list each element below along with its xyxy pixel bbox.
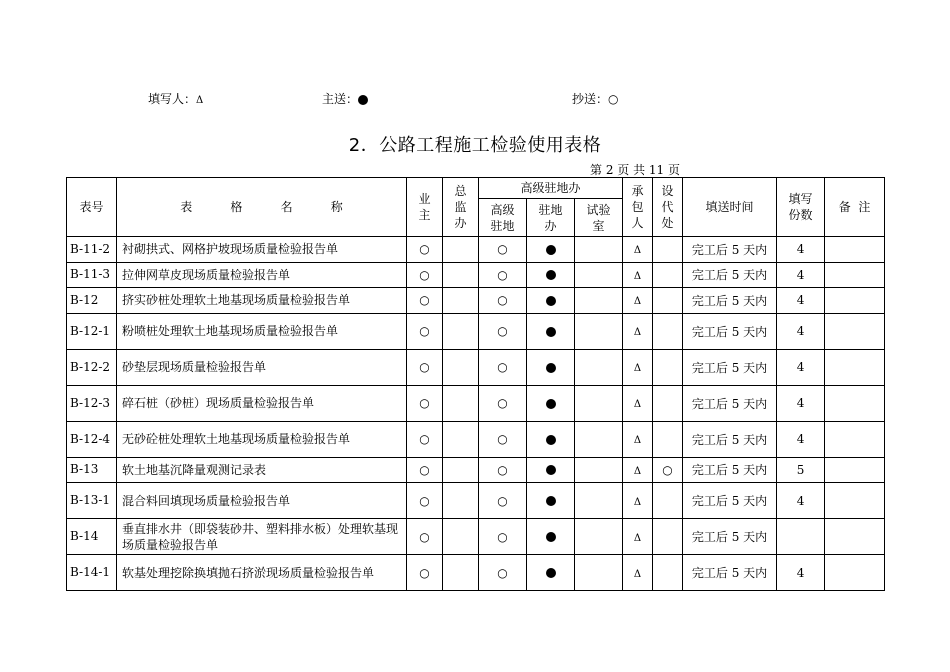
col-header-resident-senior: 高级驻地 xyxy=(479,199,527,237)
design-office-cell xyxy=(653,313,683,349)
lab-cell xyxy=(575,421,623,457)
owner-cell xyxy=(407,288,443,314)
resident-office-cell xyxy=(527,237,575,263)
table-row xyxy=(67,313,885,349)
delivery-time-cell xyxy=(683,262,777,288)
name-cell xyxy=(117,237,407,263)
page-info: 第 2 页 共 11 页 xyxy=(590,163,680,177)
design-office-cell xyxy=(653,385,683,421)
lab-cell xyxy=(575,288,623,314)
owner-cell xyxy=(407,262,443,288)
main-send-label: 主送： xyxy=(322,92,359,106)
delivery-time-cell xyxy=(683,237,777,263)
resident-office-cell xyxy=(527,457,575,483)
copies-cell-text: 4 xyxy=(796,324,805,338)
delivery-time-cell-text: 完工后 5 天内 xyxy=(691,432,768,447)
copies-cell-text: 5 xyxy=(796,462,805,477)
owner-cell xyxy=(407,385,443,421)
name-cell-text: 粉喷桩处理软土地基现场质量检验报告单 xyxy=(122,324,339,338)
contractor-cell xyxy=(623,519,653,555)
remarks-cell xyxy=(825,288,885,314)
design-office-cell xyxy=(653,262,683,288)
chief-supervisor-cell xyxy=(443,483,479,519)
resident-office-cell xyxy=(527,519,575,555)
col-header-chief-supervisor: 总监办 xyxy=(443,178,479,237)
code-cell xyxy=(67,421,117,457)
resident-senior-cell xyxy=(479,421,527,457)
delivery-time-cell xyxy=(683,385,777,421)
delivery-time-cell-text: 完工后 5 天内 xyxy=(691,463,768,478)
open-circle-icon: ○ xyxy=(497,565,508,580)
open-circle-icon: ○ xyxy=(419,396,430,410)
delivery-time-cell-text: 完工后 5 天内 xyxy=(691,268,768,283)
contractor-cell xyxy=(623,555,653,591)
open-circle-icon: ○ xyxy=(497,432,508,446)
design-office-cell xyxy=(653,483,683,519)
remarks-cell xyxy=(825,555,885,591)
resident-office-cell xyxy=(527,421,575,457)
name-cell xyxy=(117,519,407,555)
table-row xyxy=(67,457,885,483)
open-circle-icon: ○ xyxy=(497,493,508,508)
chief-supervisor-cell xyxy=(443,349,479,385)
triangle-mark-icon: Δ xyxy=(633,465,642,477)
lab-cell xyxy=(575,237,623,263)
design-office-cell xyxy=(653,421,683,457)
copies-cell-text: 4 xyxy=(796,432,805,446)
chief-supervisor-cell xyxy=(443,421,479,457)
copies-cell xyxy=(777,483,825,519)
resident-senior-cell xyxy=(479,262,527,288)
delivery-time-cell xyxy=(683,519,777,555)
filled-circle-icon xyxy=(546,270,556,280)
code-cell-text: B-13 xyxy=(70,462,99,477)
owner-cell xyxy=(407,237,443,263)
triangle-mark-icon: Δ xyxy=(633,245,642,257)
remarks-cell xyxy=(825,262,885,288)
open-circle-icon: ○ xyxy=(419,293,430,308)
table-row xyxy=(67,519,885,555)
open-circle-icon: ○ xyxy=(497,529,508,544)
col-header-site-office-group: 高级驻地办 xyxy=(479,178,623,199)
open-circle-icon: ○ xyxy=(497,462,508,477)
open-circle-icon: ○ xyxy=(497,396,508,410)
delivery-time-cell xyxy=(683,457,777,483)
triangle-mark-icon: Δ xyxy=(633,270,642,282)
resident-office-cell xyxy=(527,262,575,288)
chief-supervisor-cell xyxy=(443,288,479,314)
chief-supervisor-cell xyxy=(443,519,479,555)
col-header-code: 表号 xyxy=(67,178,117,237)
open-circle-icon: ○ xyxy=(497,360,508,374)
remarks-cell xyxy=(825,349,885,385)
lab-cell xyxy=(575,385,623,421)
triangle-mark-icon: Δ xyxy=(633,327,642,338)
remarks-cell xyxy=(825,457,885,483)
triangle-mark-icon: Δ xyxy=(633,568,642,580)
chief-supervisor-cell xyxy=(443,237,479,263)
open-circle-icon: ○ xyxy=(419,462,430,477)
main-send-field xyxy=(322,90,368,107)
remarks-cell xyxy=(825,237,885,263)
table-row xyxy=(67,483,885,519)
delivery-time-cell-text: 完工后 5 天内 xyxy=(691,530,768,544)
name-cell xyxy=(117,349,407,385)
code-cell-text: B-12-2 xyxy=(70,359,111,374)
copies-cell xyxy=(777,262,825,288)
col-header-resident-office: 驻地办 xyxy=(527,199,575,237)
owner-cell xyxy=(407,457,443,483)
triangle-mark-icon: Δ xyxy=(633,532,642,544)
delivery-time-cell-text: 完工后 5 天内 xyxy=(691,566,768,580)
open-circle-icon: ○ xyxy=(497,293,508,308)
filled-circle-icon xyxy=(546,399,556,409)
filled-circle-icon xyxy=(546,245,556,255)
open-circle-icon: ○ xyxy=(419,360,430,374)
name-cell-text: 混合料回填现场质量检验报告单 xyxy=(122,493,291,508)
table-row xyxy=(67,288,885,314)
name-cell-text: 砂垫层现场质量检验报告单 xyxy=(122,360,267,374)
name-cell-text: 碎石桩（砂桩）现场质量检验报告单 xyxy=(122,396,315,410)
chief-supervisor-cell xyxy=(443,313,479,349)
code-cell xyxy=(67,237,117,263)
triangle-mark-icon: Δ xyxy=(196,95,204,106)
owner-cell xyxy=(407,421,443,457)
design-office-cell xyxy=(653,457,683,483)
code-cell-text: B-12-1 xyxy=(70,323,111,338)
filled-circle-icon xyxy=(546,465,556,475)
filled-circle-icon xyxy=(358,95,368,105)
filled-circle-icon xyxy=(546,496,556,506)
design-office-cell xyxy=(653,555,683,591)
remarks-cell xyxy=(825,421,885,457)
owner-cell xyxy=(407,483,443,519)
resident-office-cell xyxy=(527,288,575,314)
copies-cell-text: 4 xyxy=(796,360,805,374)
delivery-time-cell xyxy=(683,483,777,519)
chief-supervisor-cell xyxy=(443,262,479,288)
design-office-cell xyxy=(653,519,683,555)
resident-office-cell xyxy=(527,313,575,349)
delivery-time-cell-text: 完工后 5 天内 xyxy=(691,324,768,339)
copy-send-label: 抄送： xyxy=(572,92,609,106)
open-circle-icon: ○ xyxy=(662,462,673,477)
design-office-cell xyxy=(653,349,683,385)
table-row xyxy=(67,349,885,385)
contractor-cell xyxy=(623,349,653,385)
name-cell xyxy=(117,385,407,421)
code-cell-text: B-14-1 xyxy=(70,565,111,579)
chief-supervisor-cell xyxy=(443,457,479,483)
filled-circle-icon xyxy=(546,363,556,373)
design-office-cell xyxy=(653,288,683,314)
name-cell-text: 垂直排水井（即袋装砂井、塑料排水板）处理软基现场质量检验报告单 xyxy=(122,521,399,552)
triangle-mark-icon: Δ xyxy=(633,399,642,410)
code-cell xyxy=(67,555,117,591)
resident-office-cell xyxy=(527,349,575,385)
resident-senior-cell xyxy=(479,457,527,483)
name-cell xyxy=(117,262,407,288)
contractor-cell xyxy=(623,457,653,483)
filled-circle-icon xyxy=(546,532,556,542)
copies-cell xyxy=(777,457,825,483)
copies-cell xyxy=(777,349,825,385)
delivery-time-cell xyxy=(683,349,777,385)
code-cell xyxy=(67,457,117,483)
owner-cell xyxy=(407,555,443,591)
table-row xyxy=(67,385,885,421)
lab-cell xyxy=(575,313,623,349)
copies-cell xyxy=(777,421,825,457)
code-cell-text: B-13-1 xyxy=(70,493,111,507)
open-circle-icon: ○ xyxy=(497,267,508,282)
resident-senior-cell xyxy=(479,237,527,263)
copies-cell xyxy=(777,555,825,591)
delivery-time-cell-text: 完工后 5 天内 xyxy=(691,396,768,411)
lab-cell xyxy=(575,483,623,519)
design-office-cell xyxy=(653,237,683,263)
resident-senior-cell xyxy=(479,288,527,314)
open-circle-icon: ○ xyxy=(608,92,619,106)
col-header-contractor: 承包人 xyxy=(623,178,653,237)
code-cell-text: B-12-3 xyxy=(70,395,111,410)
resident-senior-cell xyxy=(479,385,527,421)
name-cell xyxy=(117,483,407,519)
delivery-time-cell xyxy=(683,313,777,349)
col-header-copies: 填写份数 xyxy=(777,178,825,237)
code-cell xyxy=(67,483,117,519)
triangle-mark-icon: Δ xyxy=(633,296,642,308)
owner-cell xyxy=(407,519,443,555)
remarks-cell xyxy=(825,483,885,519)
chief-supervisor-cell xyxy=(443,555,479,591)
table-row xyxy=(67,421,885,457)
code-cell-text: B-12-4 xyxy=(70,431,111,446)
contractor-cell xyxy=(623,421,653,457)
open-circle-icon: ○ xyxy=(419,529,430,544)
filled-circle-icon xyxy=(546,435,556,445)
remarks-cell xyxy=(825,385,885,421)
copies-cell-text: 4 xyxy=(796,565,805,580)
lab-cell xyxy=(575,457,623,483)
filler-field xyxy=(148,90,203,107)
name-cell-text: 衬砌拱式、网格护坡现场质量检验报告单 xyxy=(122,242,339,257)
triangle-mark-icon: Δ xyxy=(633,496,642,508)
remarks-cell xyxy=(825,313,885,349)
table-row xyxy=(67,237,885,263)
filled-circle-icon xyxy=(546,568,556,578)
resident-senior-cell xyxy=(479,555,527,591)
contractor-cell xyxy=(623,483,653,519)
code-cell-text: B-11-3 xyxy=(70,267,111,282)
name-cell xyxy=(117,421,407,457)
open-circle-icon: ○ xyxy=(419,324,430,338)
code-cell xyxy=(67,288,117,314)
resident-senior-cell xyxy=(479,519,527,555)
open-circle-icon: ○ xyxy=(419,432,430,446)
col-header-name: 表 格 名 称 xyxy=(117,178,407,237)
name-cell-text: 无砂砼桩处理软土地基现场质量检验报告单 xyxy=(122,432,351,446)
inspection-forms-table xyxy=(66,177,885,591)
name-cell-text: 挤实砂桩处理软土地基现场质量检验报告单 xyxy=(122,293,351,308)
name-cell-text: 软基处理挖除换填抛石挤淤现场质量检验报告单 xyxy=(122,565,375,580)
copies-cell xyxy=(777,237,825,263)
lab-cell xyxy=(575,262,623,288)
resident-senior-cell xyxy=(479,313,527,349)
delivery-time-cell-text: 完工后 5 天内 xyxy=(691,494,768,508)
owner-cell xyxy=(407,349,443,385)
lab-cell xyxy=(575,519,623,555)
copies-cell-text: 4 xyxy=(796,493,805,508)
contractor-cell xyxy=(623,288,653,314)
filled-circle-icon xyxy=(546,327,556,337)
open-circle-icon: ○ xyxy=(419,242,430,257)
delivery-time-cell-text: 完工后 5 天内 xyxy=(691,293,768,308)
lab-cell xyxy=(575,349,623,385)
col-header-design-office: 设代处 xyxy=(653,178,683,237)
filler-label: 填写人： xyxy=(148,92,197,106)
name-cell xyxy=(117,555,407,591)
code-cell xyxy=(67,385,117,421)
copies-cell-text: 4 xyxy=(796,242,805,257)
name-cell xyxy=(117,313,407,349)
copies-cell-text: 4 xyxy=(796,293,805,308)
delivery-time-cell xyxy=(683,288,777,314)
table-row xyxy=(67,555,885,591)
code-cell xyxy=(67,313,117,349)
name-cell-text: 软土地基沉降量观测记录表 xyxy=(122,462,267,477)
delivery-time-cell xyxy=(683,555,777,591)
open-circle-icon: ○ xyxy=(497,324,508,338)
open-circle-icon: ○ xyxy=(419,267,430,282)
col-header-delivery-time: 填送时间 xyxy=(683,178,777,237)
page-title: 2．公路工程施工检验使用表格 xyxy=(348,135,602,156)
delivery-time-cell-text: 完工后 5 天内 xyxy=(691,360,768,375)
col-header-owner: 业主 xyxy=(407,178,443,237)
copies-cell-text: 4 xyxy=(796,267,805,282)
resident-senior-cell xyxy=(479,483,527,519)
name-cell xyxy=(117,288,407,314)
code-cell-text: B-12 xyxy=(70,292,99,307)
code-cell xyxy=(67,349,117,385)
contractor-cell xyxy=(623,237,653,263)
contractor-cell xyxy=(623,313,653,349)
name-cell-text: 拉伸网草皮现场质量检验报告单 xyxy=(122,267,291,282)
copy-send-field xyxy=(572,90,619,107)
copies-cell xyxy=(777,385,825,421)
copies-cell-text: 4 xyxy=(796,396,805,410)
triangle-mark-icon: Δ xyxy=(633,363,642,374)
remarks-cell xyxy=(825,519,885,555)
code-cell-text: B-14 xyxy=(70,529,99,543)
delivery-time-cell xyxy=(683,421,777,457)
name-cell xyxy=(117,457,407,483)
copies-cell xyxy=(777,519,825,555)
copies-cell xyxy=(777,288,825,314)
copies-cell xyxy=(777,313,825,349)
contractor-cell xyxy=(623,262,653,288)
col-header-remarks: 备 注 xyxy=(825,178,885,237)
filled-circle-icon xyxy=(546,296,556,306)
triangle-mark-icon: Δ xyxy=(633,435,642,446)
owner-cell xyxy=(407,313,443,349)
resident-office-cell xyxy=(527,385,575,421)
open-circle-icon: ○ xyxy=(419,565,430,580)
col-header-lab: 试验室 xyxy=(575,199,623,237)
code-cell-text: B-11-2 xyxy=(70,241,111,256)
table-row xyxy=(67,262,885,288)
open-circle-icon: ○ xyxy=(419,493,430,508)
open-circle-icon: ○ xyxy=(497,242,508,257)
lab-cell xyxy=(575,555,623,591)
delivery-time-cell-text: 完工后 5 天内 xyxy=(691,242,768,257)
chief-supervisor-cell xyxy=(443,385,479,421)
resident-senior-cell xyxy=(479,349,527,385)
resident-office-cell xyxy=(527,555,575,591)
code-cell xyxy=(67,262,117,288)
contractor-cell xyxy=(623,385,653,421)
resident-office-cell xyxy=(527,483,575,519)
code-cell xyxy=(67,519,117,555)
